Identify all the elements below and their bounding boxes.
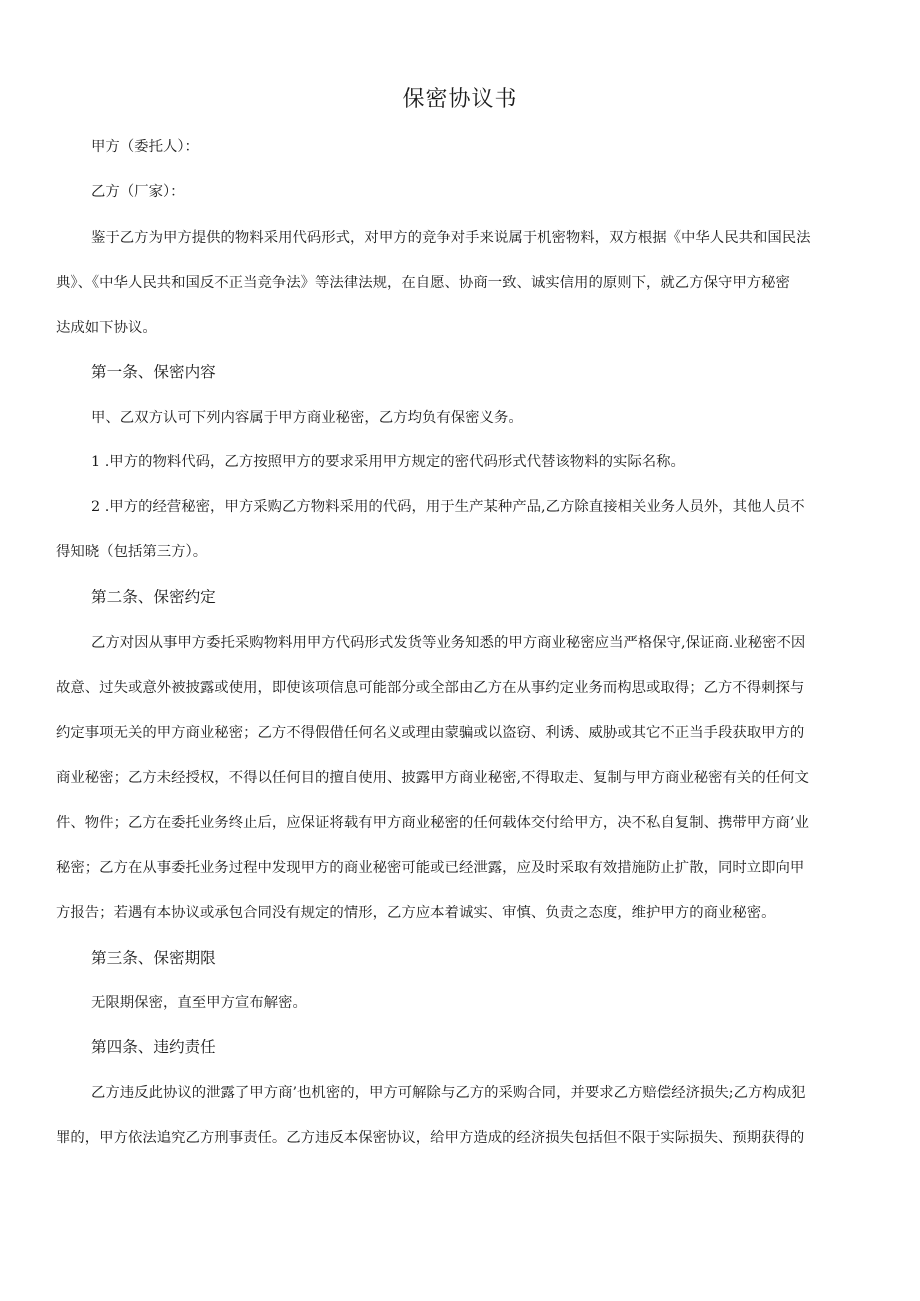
- party-a-line: 甲方（委托人）：: [91, 139, 199, 155]
- article2-body-line: 约定事项无关的甲方商业秘密；乙方不得假借任何名义或理由蒙骗或以盗窃、利诱、威胁或其它不正当手段获取甲方的: [56, 725, 805, 741]
- document-title: 保密协议书: [402, 87, 518, 112]
- article1-item2-line: 2 .甲方的经营秘密，甲方采购乙方物料采用的代码，用于生产某种产品,乙方除直接相关业务人员外，其他人员不: [91, 499, 805, 515]
- article2-body-line: 秘密；乙方在从事委托业务过程中发现甲方的商业秘密可能或已经泄露，应及时采取有效措施防止扩散，同时立即向甲: [56, 860, 805, 876]
- preamble-line: 达成如下协议。: [56, 320, 157, 336]
- article2-body-line: 商业秘密；乙方未经授权，不得以任何目的擅自使用、披露甲方商业秘密,不得取走、复制与甲方商业秘密有关的任何文: [56, 770, 809, 786]
- article2-body-line: 件、物件；乙方在委托业务终止后，应保证将载有甲方商业秘密的任何载体交付给甲方，决不私自复制、携带甲方商’业: [56, 815, 809, 831]
- article2-body-line: 方报告；若遇有本协议或承包合同没有规定的情形，乙方应本着诚实、审慎、负责之态度，维护甲方的商业秘密。: [56, 905, 776, 921]
- party-b-line: 乙方（厂家）：: [91, 184, 185, 200]
- preamble-line: 鉴于乙方为甲方提供的物料采用代码形式，对甲方的竞争对手来说属于机密物料，双方根据《中华人民共和国民法: [91, 230, 811, 246]
- article2-heading: 第二条、保密约定: [91, 588, 216, 606]
- preamble-line: 典》、《中华人民共和国反不正当竞争法》等法律法规，在自愿、协商一致、诚实信用的原则下，就乙方保守甲方秘密: [56, 275, 790, 291]
- article3-body: 无限期保密，直至甲方宣布解密。: [91, 995, 307, 1011]
- article2-body-line: 乙方对因从事甲方委托采购物料用甲方代码形式发货等业务知悉的甲方商业秘密应当严格保守,保证商.业秘密不因: [91, 635, 806, 651]
- article1-item1: 1 .甲方的物料代码，乙方按照甲方的要求采用甲方规定的密代码形式代替该物料的实际名称。: [91, 454, 685, 470]
- article1-intro: 甲、乙双方认可下列内容属于甲方商业秘密，乙方均负有保密义务。: [91, 410, 523, 426]
- article1-heading: 第一条、保密内容: [91, 363, 216, 381]
- article1-item2-line: 得知晓（包括第三方）。: [56, 544, 208, 560]
- article4-body-line: 罪的，甲方依法追究乙方刑事责任。乙方违反本保密协议，给甲方造成的经济损失包括但不限于实际损失、预期获得的: [56, 1130, 805, 1146]
- article4-body-line: 乙方违反此协议的泄露了甲方商’也机密的，甲方可解除与乙方的采购合同，并要求乙方赔偿经济损失;乙方构成犯: [91, 1085, 806, 1101]
- article3-heading: 第三条、保密期限: [91, 949, 216, 967]
- article2-body-line: 故意、过失或意外被披露或使用，即使该项信息可能部分或全部由乙方在从事约定业务而构思或取得；乙方不得刺探与: [56, 680, 805, 696]
- article4-heading: 第四条、违约责任: [91, 1038, 216, 1056]
